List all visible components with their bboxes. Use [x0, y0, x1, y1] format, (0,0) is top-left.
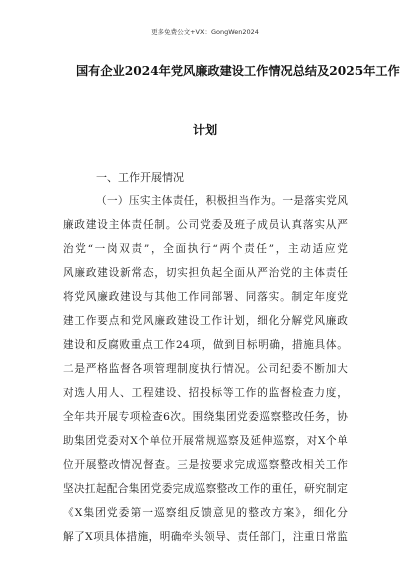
paragraph-line: 对选人用人、工程建设、招投标等工作的监督检查力度， — [63, 387, 348, 399]
paragraph-line: 治党“一岗双责”，全面执行“两个责任”，主动适应党 — [63, 243, 348, 255]
paragraph-line: 廉政建设主体责任制。公司党委及班子成员认真落实从严 — [63, 219, 348, 231]
paragraph-line: 风廉政建设新常态，切实担负起全面从严治党的主体责任 — [63, 267, 348, 279]
paragraph-line: 将党风廉政建设与其他工作同部署、同落实。制定年度党 — [63, 291, 348, 303]
paragraph-line: 建工作要点和党风廉政建设工作计划，细化分解党风廉政 — [63, 315, 348, 327]
document-title-line-1: 国有企业2024年党风廉政建设工作情况总结及2025年工作 — [76, 64, 400, 78]
document-title-line-2: 计划 — [192, 123, 218, 137]
section-heading: 一、工作开展情况 — [96, 171, 184, 184]
paragraph-line: 解了X项具体措施，明确牵头领导、责任部门，注重日常监 — [63, 531, 348, 543]
paragraph-line: 建设和反腐败重点工作24项，做到目标明确，措施具体。 — [63, 339, 348, 351]
paragraph-line: 《X集团党委第一巡察组反馈意见的整改方案》，细化分 — [63, 507, 348, 519]
header-note: 更多免费公文+VX：GongWen2024 — [151, 28, 259, 36]
paragraph-line: 二是严格监督各项管理制度执行情况。公司纪委不断加大 — [63, 363, 348, 375]
paragraph-line: 助集团党委对X个单位开展常规巡察及延伸巡察，对X个单 — [63, 435, 348, 447]
paragraph-line: 全年共开展专项检查6次。围绕集团党委巡察整改任务，协 — [63, 411, 348, 423]
paragraph-line: 位开展整改情况督查。三是按要求完成巡察整改相关工作 — [63, 459, 348, 471]
paragraph-line: （一）压实主体责任，积极担当作为。一是落实党风 — [96, 195, 348, 207]
paragraph-line: 坚决扛起配合集团党委完成巡察整改工作的重任，研究制定 — [63, 483, 348, 495]
